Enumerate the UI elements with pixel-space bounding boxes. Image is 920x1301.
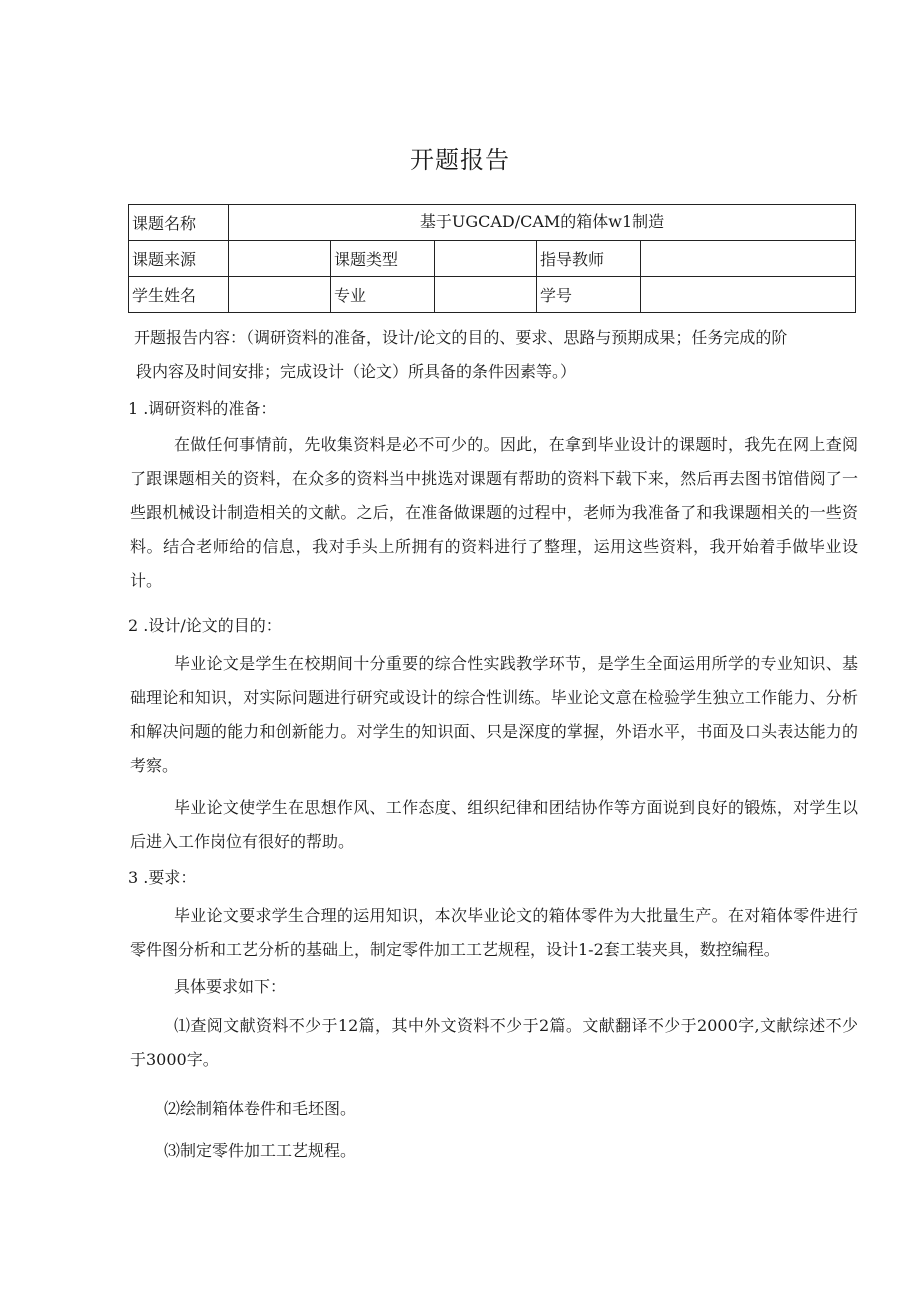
section-3-heading: 3 .要求： <box>128 868 197 887</box>
section-2-heading: 2 .设计/论文的目的： <box>128 616 282 635</box>
student-name-value <box>229 277 331 313</box>
topic-type-value <box>435 241 537 277</box>
section-2-paragraph-1: 毕业论文是学生在校期间十分重要的综合性实践教学环节，是学生全面运用所学的专业知识、基础理论和知识，对实际问题进行研究或设计的综合性训练。毕业论文意在检验学生独立工作能力、分析和解决问题的能力和创新能力。对学生的知识面、只是深度的掌握，外语水平，书面及口头表达能力的考察。 <box>130 654 858 775</box>
requirement-item-1: ⑴查阅文献资料不少于12篇，其中外文资料不少于2篇。文献翻译不少于2000字,文献综述不少于3000字。 <box>130 1016 858 1069</box>
advisor-value <box>641 241 856 277</box>
table-row <box>129 241 856 277</box>
topic-name-value: 基于UGCAD/CAM的箱体w1制造 <box>229 205 856 241</box>
section-1-paragraph: 在做任何事情前，先收集资料是必不可少的。因此，在拿到毕业设计的课题时，我先在网上查阅了跟课题相关的资料，在众多的资料当中挑选对课题有帮助的资料下载下来，然后再去图书馆借阅了一些跟机械设计制造相关的文献。之后，在准备做课题的过程中，老师为我准备了和我课题相关的一些资料。结合老师给的信息，我对手头上所拥有的资料进行了整理，运用这些资料，我开始着手做毕业设计。 <box>130 435 858 590</box>
requirement-item-3: ⑶制定零件加工工艺规程。 <box>164 1141 357 1160</box>
major-label: 专业 <box>331 277 435 313</box>
advisor-label: 指导教师 <box>537 241 641 277</box>
page-title: 开题报告 <box>410 146 510 174</box>
section-3-subheading: 具体要求如下： <box>174 977 287 996</box>
section-2-paragraph-2: 毕业论文使学生在思想作风、工作态度、组织纪律和团结协作等方面说到良好的锻炼，对学生以后进入工作岗位有很好的帮助。 <box>130 798 858 851</box>
student-id-value <box>641 277 856 313</box>
topic-name-label: 课题名称 <box>129 205 229 241</box>
topic-source-label: 课题来源 <box>129 241 229 277</box>
info-table <box>128 204 856 313</box>
section-1-heading: 1 .调研资料的准备： <box>128 399 277 418</box>
table-row <box>129 205 856 241</box>
intro-line-1: 开题报告内容：（调研资料的准备，设计/论文的目的、要求、思路与预期成果；任务完成的阶 <box>134 328 788 347</box>
intro-line-2: 段内容及时间安排；完成设计（论文）所具备的条件因素等。） <box>136 362 577 381</box>
topic-type-label: 课题类型 <box>331 241 435 277</box>
major-value <box>435 277 537 313</box>
section-3-paragraph-1: 毕业论文要求学生合理的运用知识，本次毕业论文的箱体零件为大批量生产。在对箱体零件进行零件图分析和工艺分析的基础上，制定零件加工工艺规程，设计1-2套工装夹具，数控编程。 <box>130 906 858 959</box>
table-row <box>129 277 856 313</box>
student-name-label: 学生姓名 <box>129 277 229 313</box>
student-id-label: 学号 <box>537 277 641 313</box>
requirement-item-2: ⑵绘制箱体卷件和毛坯图。 <box>164 1099 357 1118</box>
topic-source-value <box>229 241 331 277</box>
